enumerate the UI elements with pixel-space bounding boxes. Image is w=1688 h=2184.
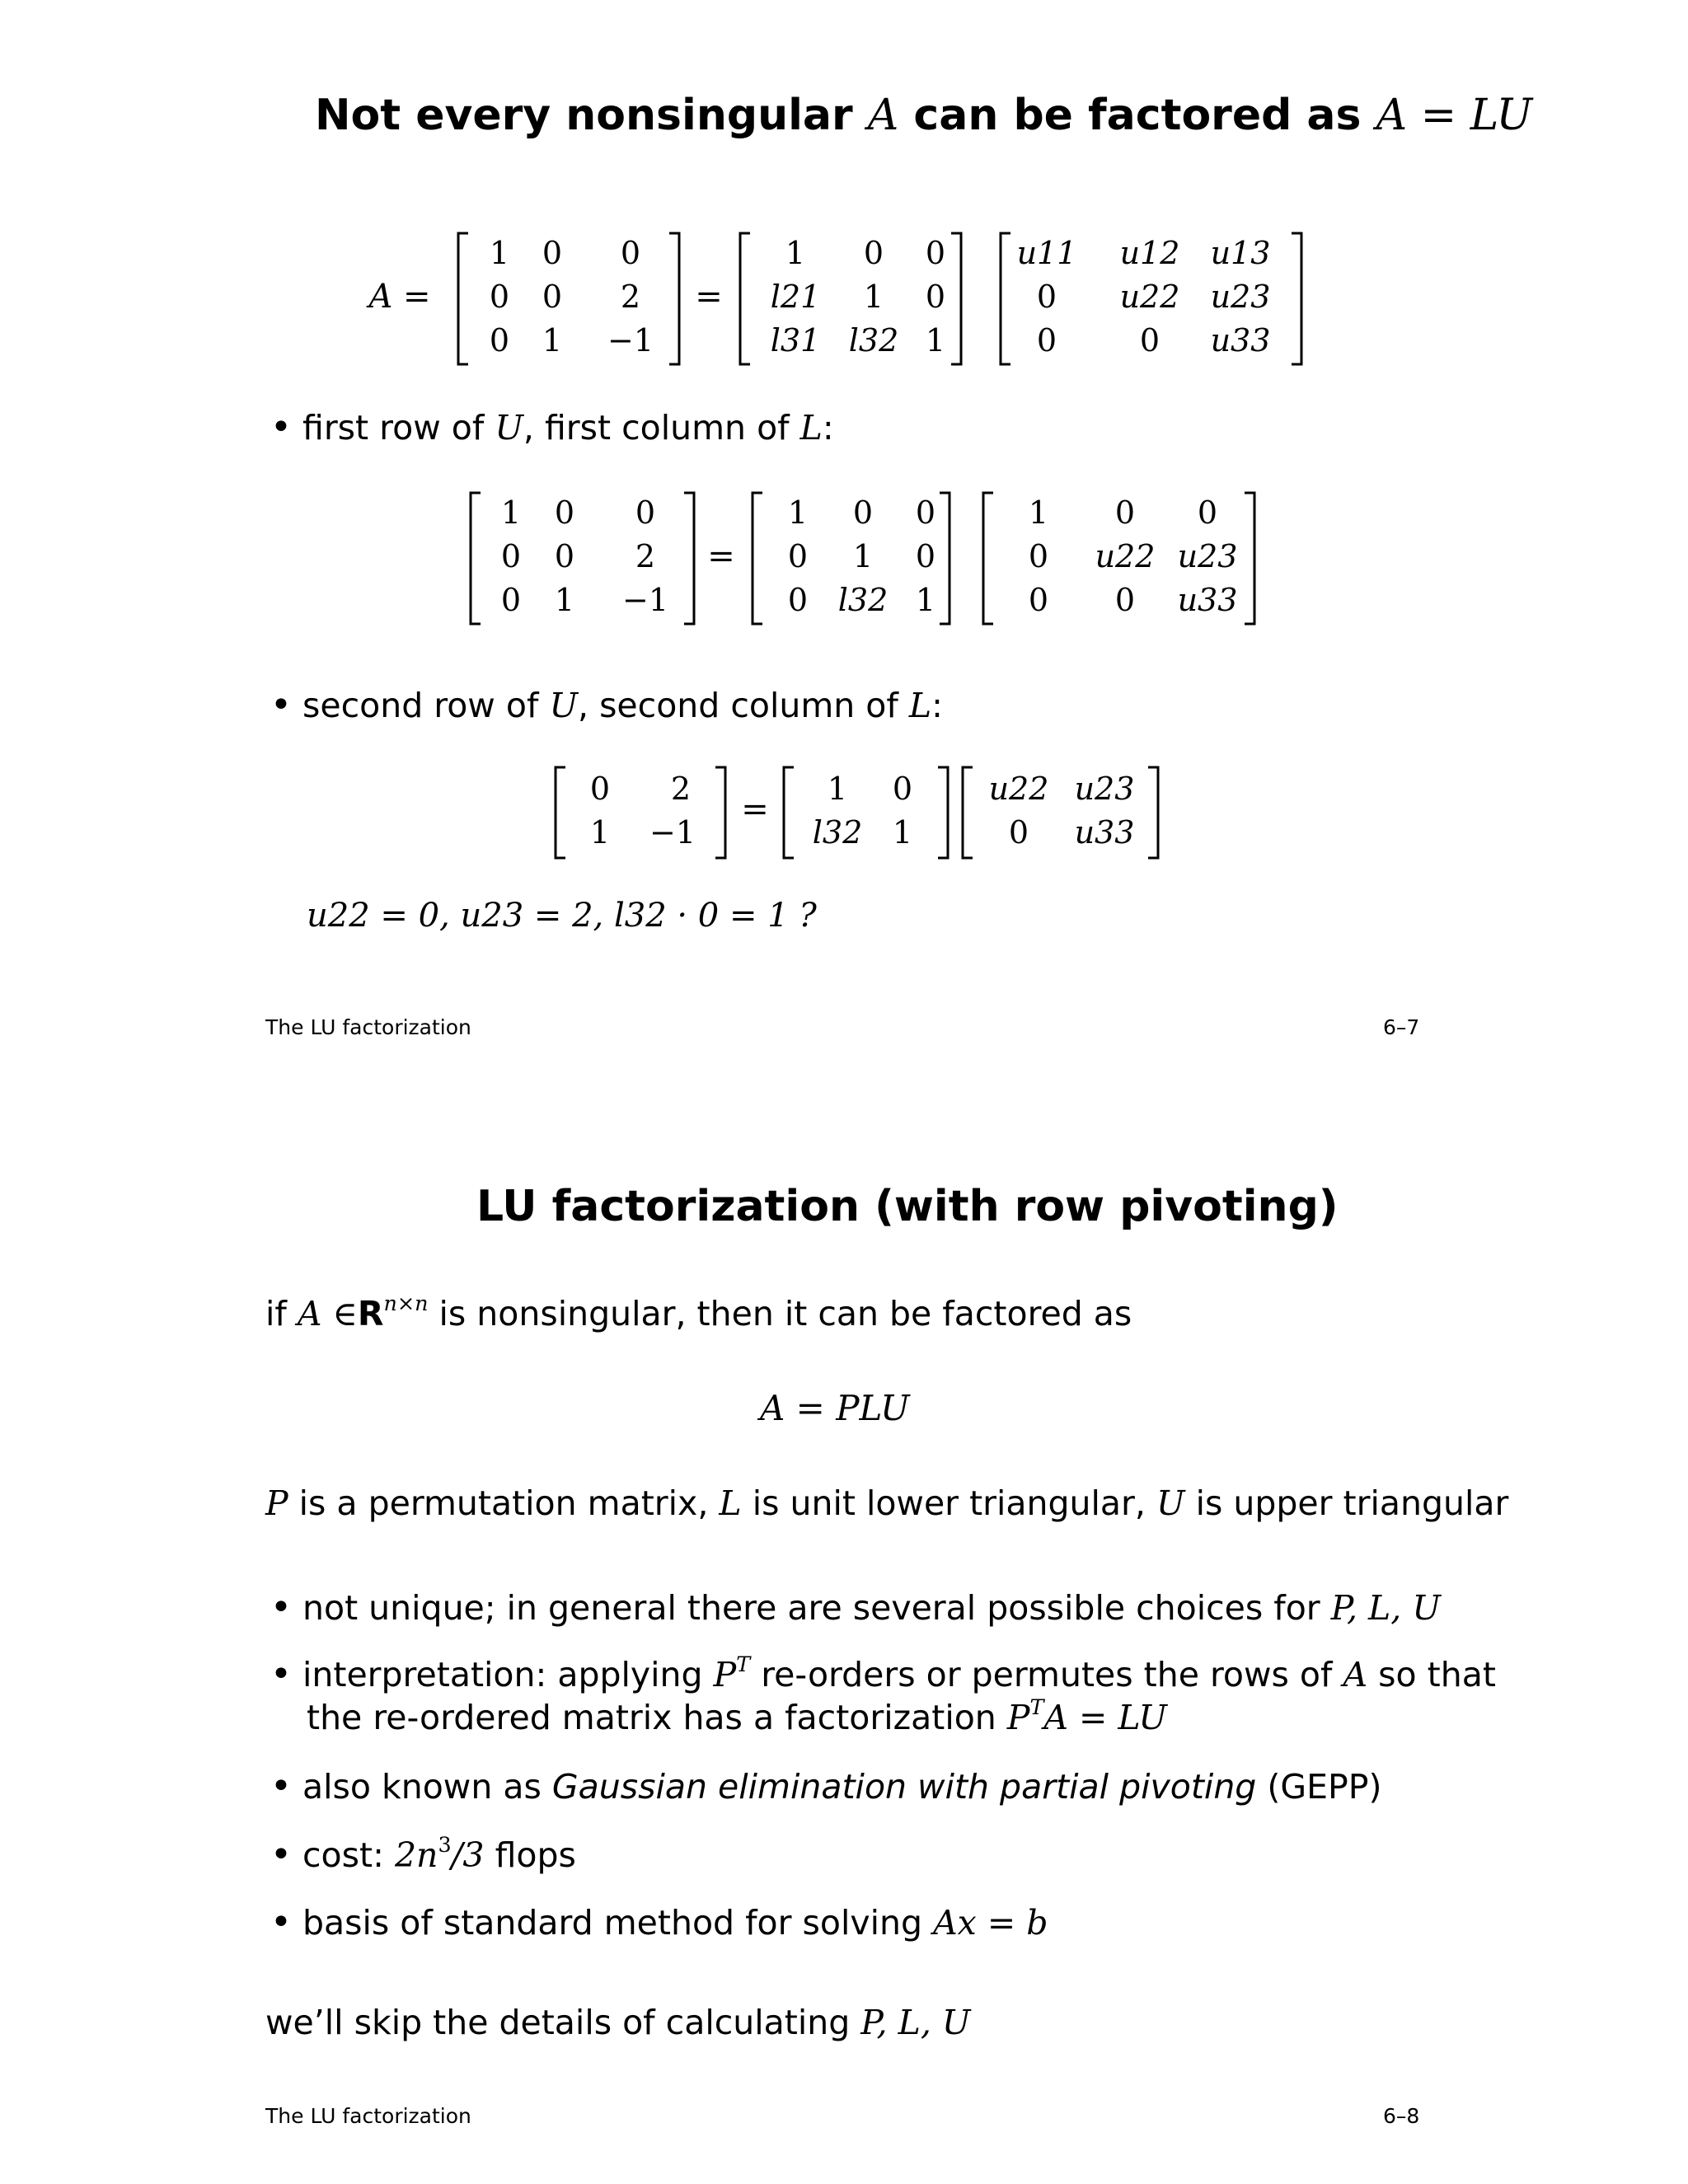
desc-text: is a permutation matrix, <box>298 1483 709 1523</box>
bullet-text: flops <box>495 1835 576 1875</box>
math-eq: A = LU <box>1043 1698 1167 1737</box>
equation-3 <box>551 762 1169 863</box>
desc-text: is unit lower triangular, <box>752 1483 1146 1523</box>
bullet-item-interpretation-line2 <box>307 1694 1167 1737</box>
bullet-icon: • <box>270 1901 292 1943</box>
bullet-item-second-row <box>270 684 943 726</box>
bullet-icon: • <box>270 406 292 448</box>
equals-sign: = <box>707 537 735 575</box>
cell: u12 <box>1119 235 1180 271</box>
cell: 0 <box>852 494 874 531</box>
math-u: U <box>1156 1483 1185 1523</box>
cell: u33 <box>1210 322 1271 359</box>
cell: l31 <box>770 322 821 359</box>
title-text: Not every nonsingular <box>315 91 853 140</box>
bullet-text: basis of standard method for solving <box>302 1903 923 1943</box>
intro-rest: is nonsingular, then it can be factored as <box>438 1294 1132 1333</box>
cell: l21 <box>770 279 821 315</box>
cell: 1 <box>500 494 522 531</box>
cell: 0 <box>635 494 656 531</box>
bullet-text: , second column of <box>578 686 898 725</box>
math-transpose: T <box>736 1652 751 1677</box>
cell: 1 <box>787 494 809 531</box>
cell: 0 <box>915 538 936 574</box>
desc-text: is upper triangular <box>1195 1483 1509 1523</box>
title-a: A <box>867 91 899 140</box>
cell: 2 <box>670 771 692 807</box>
bracket <box>669 233 679 364</box>
cell: 1 <box>1028 494 1049 531</box>
math-l: L <box>719 1483 742 1523</box>
cell: 0 <box>925 235 946 271</box>
cell: 2 <box>620 279 641 315</box>
cell: −1 <box>621 582 669 618</box>
math-plu: P, L, U <box>1330 1588 1441 1628</box>
cell: 0 <box>1036 322 1057 359</box>
math-cost-rest: /3 <box>451 1835 485 1875</box>
math-superscript: n×n <box>383 1291 429 1316</box>
cell: 0 <box>620 235 641 271</box>
bullet-text: not unique; in general there are several possible choices for <box>302 1588 1320 1628</box>
bracket <box>1245 493 1254 624</box>
bullet-text: cost: <box>302 1835 384 1875</box>
equation-2 <box>466 486 1273 630</box>
math-transpose: T <box>1029 1694 1044 1720</box>
cell: 0 <box>554 494 575 531</box>
cell: 1 <box>827 771 848 807</box>
cell: 1 <box>554 582 575 618</box>
main-equation: A = PLU <box>760 1388 910 1428</box>
cell: 0 <box>589 771 611 807</box>
cell: 0 <box>1114 494 1136 531</box>
bracket <box>963 767 973 858</box>
math-a: A <box>1343 1655 1368 1694</box>
cell: u23 <box>1074 771 1135 807</box>
bracket <box>753 493 762 624</box>
bracket <box>471 493 481 624</box>
bracket <box>684 493 694 624</box>
footer-page-number: 6–7 <box>1383 1015 1420 1039</box>
bullet-item-interpretation <box>270 1653 1496 1695</box>
cell: 0 <box>542 235 563 271</box>
math-cost: 2n <box>394 1835 438 1875</box>
math-p: P <box>265 1483 288 1523</box>
bracket <box>1148 767 1158 858</box>
cell: 0 <box>925 279 946 315</box>
equation-1 <box>363 227 1319 371</box>
cell: 1 <box>542 322 563 359</box>
footer-left: The LU factorization <box>265 1015 471 1039</box>
math-l: L <box>799 408 823 448</box>
bullet-text: (GEPP) <box>1267 1767 1382 1807</box>
cell: 0 <box>542 279 563 315</box>
cell: 0 <box>554 538 575 574</box>
cell: 0 <box>787 538 809 574</box>
footer-left: The LU factorization <box>265 2104 471 2128</box>
bracket <box>715 767 725 858</box>
bullet-text: the re-ordered matrix has a factorization <box>307 1698 996 1737</box>
bullet-text: also known as <box>302 1767 542 1807</box>
bracket <box>938 767 948 858</box>
math-p: P <box>1006 1698 1030 1737</box>
cell: 1 <box>785 235 806 271</box>
bracket <box>458 233 468 364</box>
cell: 0 <box>1139 322 1160 359</box>
cell: l32 <box>848 322 899 359</box>
bullet-item-gepp <box>270 1765 1382 1807</box>
bullet-icon: • <box>270 1586 292 1629</box>
equals-sign: = <box>695 278 723 316</box>
cell: 0 <box>863 235 884 271</box>
equals-sign: = <box>741 790 769 828</box>
cell: u33 <box>1074 814 1135 851</box>
cell: 1 <box>589 814 611 851</box>
cell: 0 <box>500 582 522 618</box>
bullet-text: first row of <box>302 408 485 448</box>
cell: u11 <box>1016 235 1077 271</box>
description-line <box>265 1483 1508 1523</box>
bullet-italic: Gaussian elimination with partial pivoting <box>551 1767 1257 1807</box>
intro-line <box>265 1291 1132 1333</box>
bullet-icon: • <box>270 1834 292 1876</box>
bracket <box>940 493 950 624</box>
bullet-text: re-orders or permutes the rows of <box>761 1655 1333 1694</box>
math-p: P <box>713 1655 737 1694</box>
cell: 1 <box>915 582 936 618</box>
math-reals: R <box>357 1294 384 1333</box>
cell: 0 <box>1197 494 1218 531</box>
bracket <box>740 233 750 364</box>
cell: l32 <box>812 814 863 851</box>
cell: 0 <box>1008 814 1029 851</box>
cell: 0 <box>787 582 809 618</box>
closing-text: we’ll skip the details of calculating <box>265 2003 851 2042</box>
cell: 0 <box>489 322 510 359</box>
bullet-text: so that <box>1378 1655 1496 1694</box>
cell: 0 <box>1028 582 1049 618</box>
colon: : <box>822 408 834 448</box>
cell: 0 <box>489 279 510 315</box>
cell: 0 <box>500 538 522 574</box>
cell: 0 <box>892 771 913 807</box>
bracket <box>951 233 961 364</box>
cell: u23 <box>1210 279 1271 315</box>
cell: u13 <box>1210 235 1271 271</box>
bullet-text: interpretation: applying <box>302 1655 703 1694</box>
cell: 0 <box>915 494 936 531</box>
slide1-title <box>315 91 1532 140</box>
bracket <box>983 493 993 624</box>
cell: −1 <box>649 814 696 851</box>
bullet-item-basis <box>270 1901 1048 1943</box>
eq1-lhs: A = <box>368 278 431 316</box>
slide2-title: LU factorization (with row pivoting) <box>476 1182 1339 1231</box>
cell: 1 <box>489 235 510 271</box>
cell: u22 <box>988 771 1049 807</box>
bracket <box>784 767 794 858</box>
conclusion-equation: u22 = 0, u23 = 2, l32 · 0 = 1 ? <box>307 897 817 935</box>
cell: u22 <box>1095 538 1156 574</box>
cell: u33 <box>1177 582 1238 618</box>
cell: −1 <box>607 322 654 359</box>
bullet-icon: • <box>270 1653 292 1695</box>
bullet-item-first-row <box>270 406 834 448</box>
math-plu: P, L, U <box>860 2003 971 2042</box>
colon: : <box>931 686 943 725</box>
cell: u22 <box>1119 279 1180 315</box>
bullet-icon: • <box>270 684 292 726</box>
footer-page-number: 6–8 <box>1383 2104 1420 2128</box>
math-a-in: A ∈ <box>297 1294 358 1333</box>
cell: 0 <box>1028 538 1049 574</box>
math-l: L <box>908 686 932 725</box>
cell: 1 <box>925 322 946 359</box>
bullet-item-not-unique <box>270 1586 1441 1629</box>
math-axb: Ax = b <box>933 1903 1048 1943</box>
title-text2: can be factored as <box>913 91 1362 140</box>
cell: 0 <box>1114 582 1136 618</box>
bullet-icon: • <box>270 1765 292 1807</box>
math-u: U <box>549 686 578 725</box>
math-exponent: 3 <box>438 1832 452 1858</box>
title-eq: A = LU <box>1376 91 1533 140</box>
cell: l32 <box>837 582 889 618</box>
bracket <box>1001 233 1010 364</box>
bullet-item-cost <box>270 1834 576 1876</box>
bracket <box>556 767 565 858</box>
cell: 1 <box>892 814 913 851</box>
cell: 1 <box>852 538 874 574</box>
bullet-text: , first column of <box>523 408 790 448</box>
math-u: U <box>495 408 523 448</box>
cell: 2 <box>635 538 656 574</box>
cell: 1 <box>863 279 884 315</box>
bracket <box>1292 233 1301 364</box>
cell: u23 <box>1177 538 1238 574</box>
closing-line <box>265 2003 970 2042</box>
cell: 0 <box>1036 279 1057 315</box>
bullet-text: second row of <box>302 686 539 725</box>
intro-if: if <box>265 1294 287 1333</box>
